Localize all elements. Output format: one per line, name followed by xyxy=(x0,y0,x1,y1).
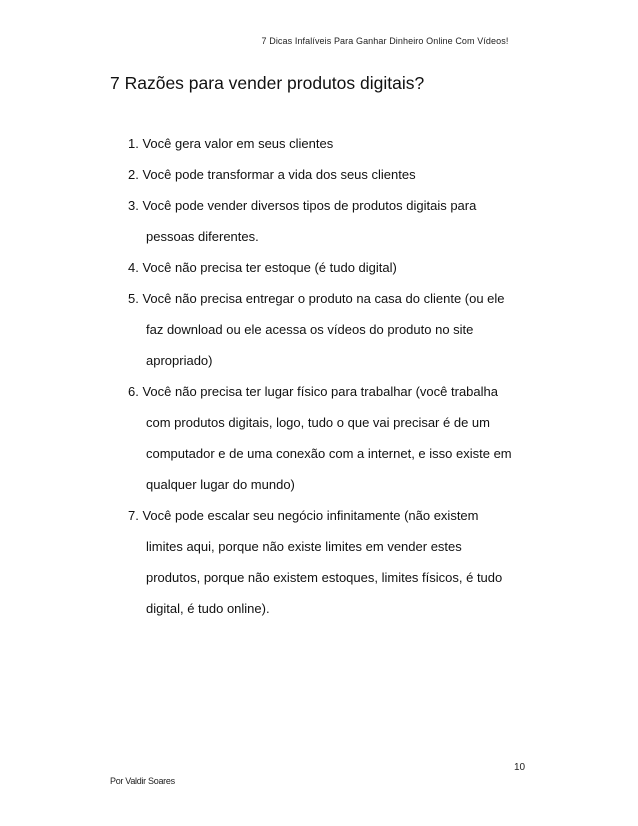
reason-line: 5. Você não precisa entregar o produto na casa do cliente (ou ele xyxy=(128,291,505,306)
reason-line: 7. Você pode escalar seu negócio infinitamente (não existem xyxy=(128,508,479,523)
reason-line-continuation: digital, é tudo online). xyxy=(146,601,270,616)
reason-item xyxy=(128,190,528,252)
reason-line-continuation: produtos, porque não existem estoques, limites físicos, é tudo xyxy=(146,570,503,585)
page-number: 10 xyxy=(514,762,526,773)
running-header: 7 Dicas Infalíveis Para Ganhar Dinheiro Online Com Vídeos! xyxy=(261,36,509,46)
reason-line-continuation: pessoas diferentes. xyxy=(146,229,259,244)
reasons-list xyxy=(128,128,528,624)
reason-item xyxy=(128,500,528,624)
reason-item xyxy=(128,376,528,500)
reason-line-continuation: computador e de uma conexão com a internet, e isso existe em xyxy=(146,446,512,461)
reason-item xyxy=(128,159,528,190)
author-footer: Por Valdir Soares xyxy=(110,776,175,786)
reason-line: 1. Você gera valor em seus clientes xyxy=(128,136,334,151)
section-heading: 7 Razões para vender produtos digitais? xyxy=(110,73,425,93)
reason-line-continuation: qualquer lugar do mundo) xyxy=(146,477,295,492)
reason-line: 6. Você não precisa ter lugar físico para trabalhar (você trabalha xyxy=(128,384,498,399)
reason-line-continuation: com produtos digitais, logo, tudo o que vai precisar é de um xyxy=(146,415,490,430)
reason-item xyxy=(128,128,528,159)
reason-item xyxy=(128,283,528,376)
reason-line-continuation: apropriado) xyxy=(146,353,213,368)
reason-line: 3. Você pode vender diversos tipos de produtos digitais para xyxy=(128,198,477,213)
reason-line-continuation: limites aqui, porque não existe limites em vender estes xyxy=(146,539,462,554)
reason-line: 2. Você pode transformar a vida dos seus clientes xyxy=(128,167,416,182)
reason-line: 4. Você não precisa ter estoque (é tudo digital) xyxy=(128,260,397,275)
reason-line-continuation: faz download ou ele acessa os vídeos do produto no site xyxy=(146,322,474,337)
reason-item xyxy=(128,252,528,283)
